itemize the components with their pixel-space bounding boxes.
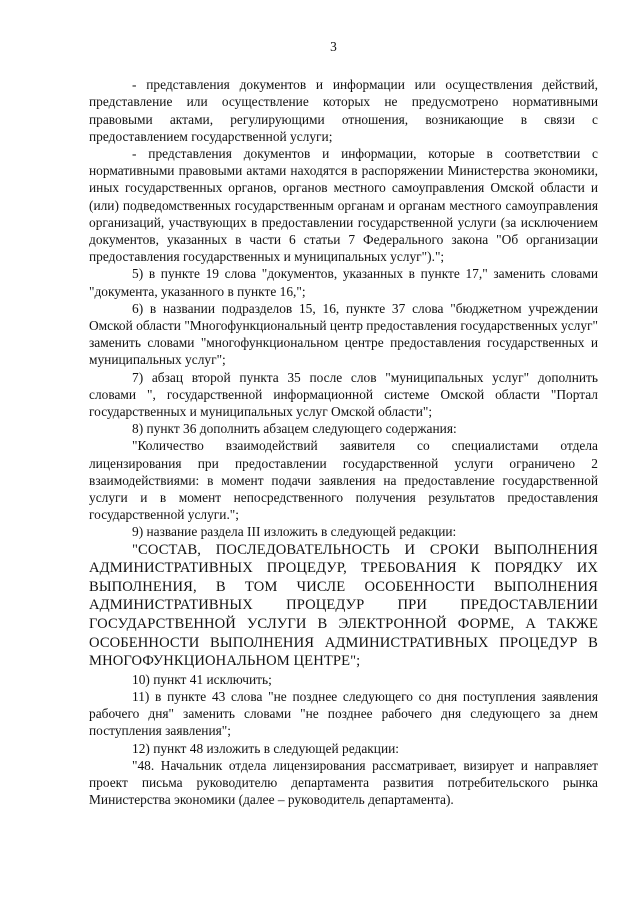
paragraph-item-exception-1: - представления документов и информации или осуществления действий, представление или осуществление которых не предусмотрено нормативными правовыми актами, регулирующими отношения, возникающие в связи с предоставлением государственной услуги; xyxy=(89,77,598,144)
paragraph-item-12: 12) пункт 48 изложить в следующей редакции: xyxy=(132,740,400,756)
paragraph-item-10: 10) пункт 41 исключить; xyxy=(132,671,272,687)
paragraph-item-6: 6) в названии подразделов 15, 16, пункте 37 слова "бюджетном учреждении Омской области "Многофункциональный центр предоставления государственных услуг" заменить словами "многофункциональном центре предоставления государственных и муниципальных услуг"; xyxy=(89,300,598,368)
page-number: 3 xyxy=(330,39,337,54)
section-title-quote: "СОСТАВ, ПОСЛЕДОВАТЕЛЬНОСТЬ И СРОКИ ВЫПОЛНЕНИЯ АДМИНИСТРАТИВНЫХ ПРОЦЕДУР, ТРЕБОВАНИЯ К ПОРЯДКУ ИХ ВЫПОЛНЕНИЯ, В ТОМ ЧИСЛЕ ОСОБЕННОСТИ ВЫПОЛНЕНИЯ АДМИНИСТРАТИВНЫХ ПРОЦЕДУР ПРИ ПРЕДОСТАВЛЕНИИ ГОСУДАРСТВЕННОЙ УСЛУГИ В ЭЛЕКТРОННОЙ ФОРМЕ, А ТАКЖЕ ОСОБЕННОСТИ ВЫПОЛНЕНИЯ АДМИНИСТРАТИВНЫХ ПРОЦЕДУР В МНОГОФУНКЦИОНАЛЬНОМ ЦЕНТРЕ"; xyxy=(89,541,598,670)
paragraph-item-11: 11) в пункте 43 слова "не позднее следующего со дня поступления заявления рабочего дня" заменить словами "не позднее рабочего дня следующего за днем поступления заявления"; xyxy=(89,689,598,739)
paragraph-item-5: 5) в пункте 19 слова "документов, указанных в пункте 17," заменить словами "документа, указанного в пункте 16,"; xyxy=(89,266,598,299)
paragraph-item-7: 7) абзац второй пункта 35 после слов "муниципальных услуг" дополнить словами ", государственной информационной системе Омской области "Портал государственных и муниципальных услуг Омской области"; xyxy=(89,369,598,420)
paragraph-quote-interactions: "Количество взаимодействий заявителя со специалистами отдела лицензирования при предоставлении государственной услуги ограничено 2 взаимодействиями: в момент подачи заявления на предоставление государственной услуги и в момент непосредственного получения результатов предоставления государственной услуги."; xyxy=(89,438,598,523)
paragraph-quote-item-48: "48. Начальник отдела лицензирования рассматривает, визирует и направляет проект письма руководителю департамента развития потребительского рынка Министерства экономики (далее – руководитель департамента). xyxy=(89,757,598,808)
paragraph-item-8: 8) пункт 36 дополнить абзацем следующего содержания: xyxy=(132,421,457,437)
paragraph-item-exception-2: - представления документов и информации, которые в соответствии с нормативными правовыми актами находятся в распоряжении Министерства экономики, иных государственных органов, органов местного самоуправления Омской области и (или) подведомственных государственным органам и органам местного самоуправления организаций, участвующих в предоставлении государственной услуги (за исключением документов, указанных в части 6 статьи 7 Федерального закона "Об организации предоставления государственных и муниципальных услуг")."; xyxy=(89,146,598,265)
paragraph-item-9: 9) название раздела III изложить в следующей редакции: xyxy=(132,524,457,540)
